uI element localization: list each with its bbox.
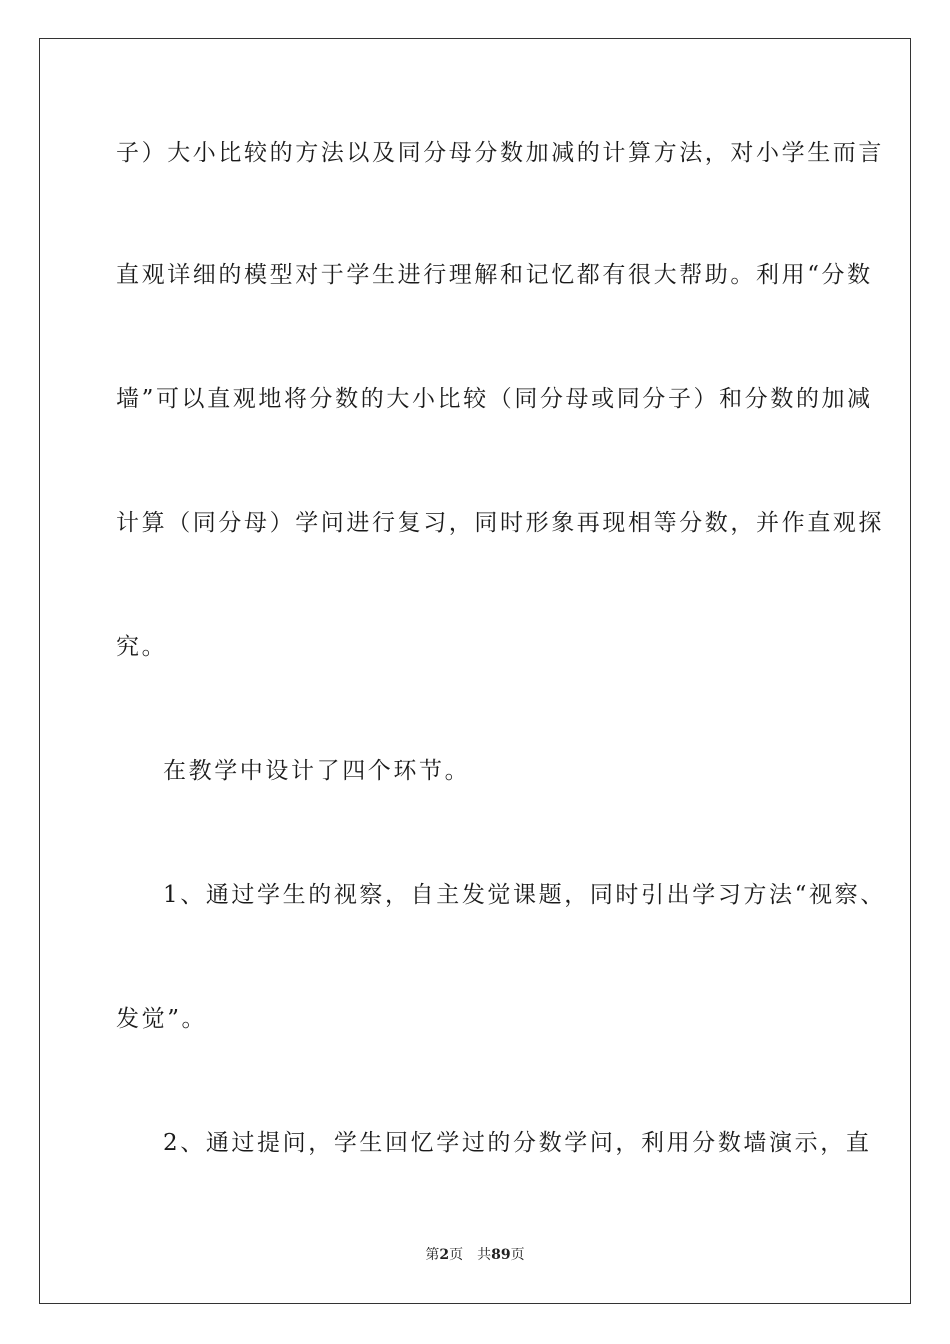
page-number: 2: [439, 1247, 450, 1263]
total-pages: 89: [491, 1247, 511, 1263]
text-line-1: 子）大小比较的方法以及同分母分数加减的计算方法，对小学生而言: [116, 140, 884, 166]
text-line-7: 1、通过学生的视察，自主发觉课题，同时引出学习方法“视察、: [163, 882, 886, 908]
page-suffix: 页: [449, 1247, 464, 1263]
text-line-6: 在教学中设计了四个环节。: [163, 758, 471, 784]
text-line-2: 直观详细的模型对于学生进行理解和记忆都有很大帮助。利用“分数: [116, 262, 873, 288]
page-frame: [39, 38, 911, 1304]
text-line-9: 2、通过提问，学生回忆学过的分数学问，利用分数墙演示，直: [163, 1130, 872, 1156]
text-line-4: 计算（同分母）学问进行复习，同时形象再现相等分数，并作直观探: [116, 510, 884, 536]
text-line-8: 发觉”。: [116, 1006, 208, 1032]
text-line-3: 墙”可以直观地将分数的大小比较（同分母或同分子）和分数的加减: [116, 386, 873, 412]
total-suffix: 页: [510, 1247, 525, 1263]
text-line-5: 究。: [116, 634, 168, 660]
total-prefix: 共: [477, 1247, 492, 1263]
page-prefix: 第: [425, 1247, 440, 1263]
page-footer: [0, 1246, 950, 1264]
